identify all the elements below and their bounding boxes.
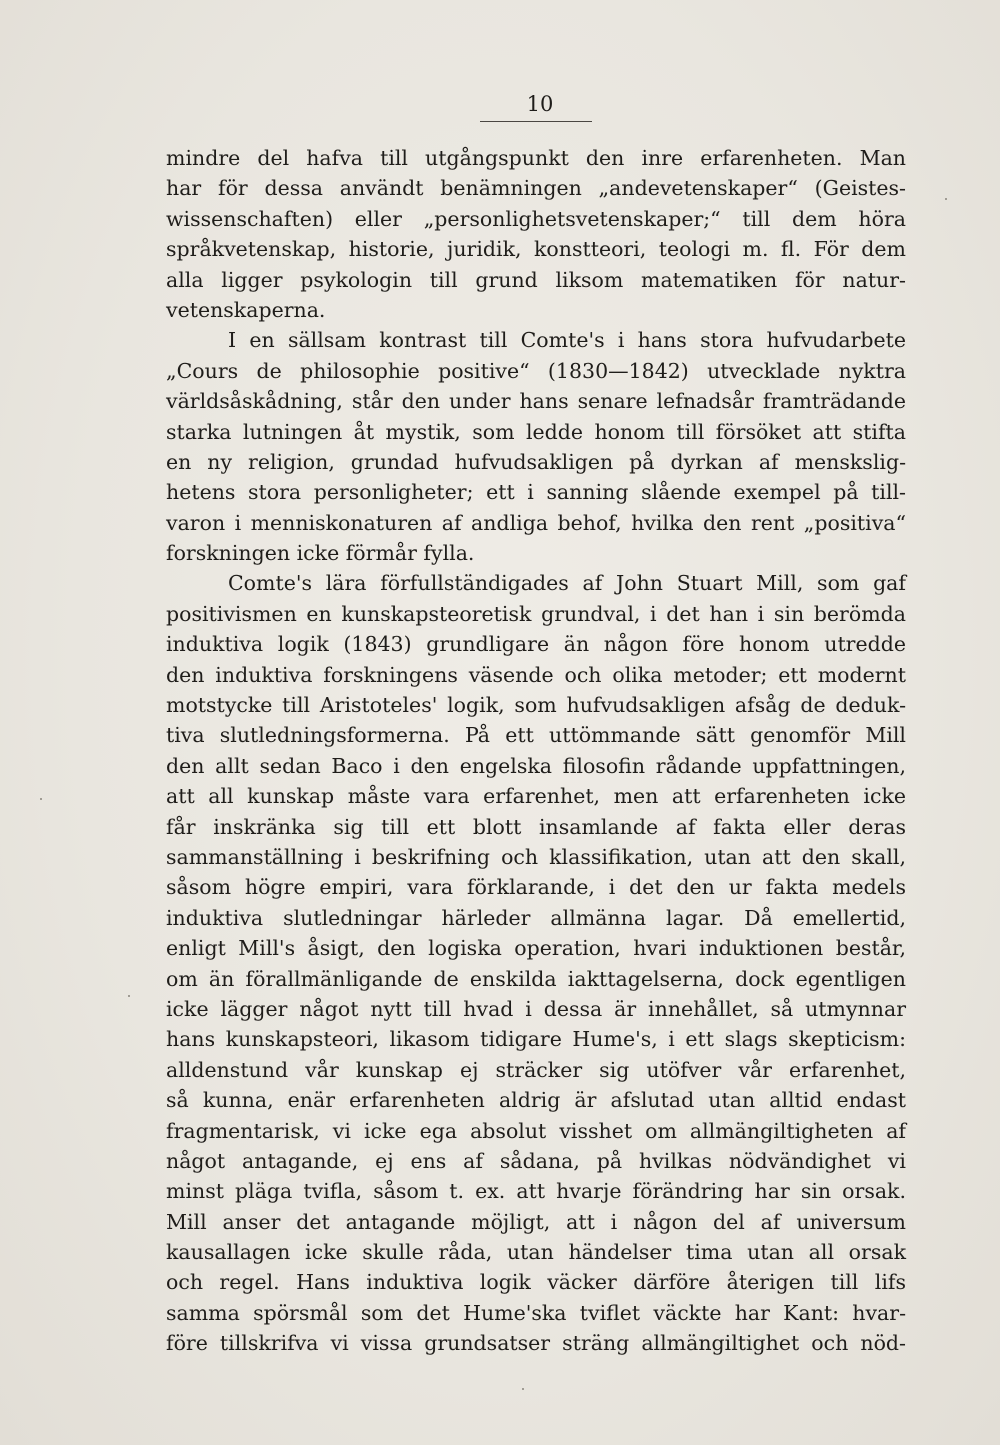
text-line: motstycke till Aristoteles' logik, som hufvudsakligen afsåg de deduk- xyxy=(166,693,906,718)
text-line: alla ligger psykologin till grund liksom matematiken för natur- xyxy=(166,267,906,292)
text-line: wissenschaften) eller „personlighetsvetenskaper;“ till dem höra xyxy=(166,206,906,231)
text-line: och regel. Hans induktiva logik väcker därföre återigen till lifs xyxy=(166,1270,906,1295)
text-line: tiva slutledningsformerna. På ett uttömmande sätt genomför Mill xyxy=(166,723,906,748)
text-line: forskningen icke förmår fylla. xyxy=(166,541,475,566)
text-line: „Cours de philosophie positive“ (1830—1842) utvecklade nyktra xyxy=(166,358,906,383)
text-line: såsom högre empiri, vara förklarande, i det den ur fakta medels xyxy=(166,875,906,900)
text-line: Mill anser det antagande möjligt, att i någon del af universum xyxy=(166,1209,906,1234)
body-text xyxy=(166,143,906,1359)
text-line: Comte's lära förfullständigades af John Stuart Mill, som gaf xyxy=(228,571,906,596)
text-line: om än förallmänligande de enskilda iakttagelserna, dock egentligen xyxy=(166,966,906,991)
text-line: positivismen en kunskapsteoretisk grundval, i det han i sin berömda xyxy=(166,601,906,626)
text-line: språkvetenskap, historie, juridik, konstteori, teologi m. fl. För dem xyxy=(166,237,906,262)
text-line: sammanställning i beskrifning och klassifikation, utan att den skall, xyxy=(166,844,906,869)
text-line: hetens stora personligheter; ett i sanning slående exempel på till- xyxy=(166,480,906,505)
text-line: samma spörsmål som det Hume'ska tviflet väckte har Kant: hvar- xyxy=(166,1300,906,1325)
text-line: varon i menniskonaturen af andliga behof, hvilka den rent „positiva“ xyxy=(166,510,906,535)
text-line: den induktiva forskningens väsende och olika metoder; ett modernt xyxy=(166,662,906,687)
paper-speck xyxy=(945,198,947,200)
text-line: en ny religion, grundad hufvudsakligen på dyrkan af menskslig- xyxy=(166,449,906,474)
paper-speck xyxy=(40,798,42,800)
paper-speck xyxy=(522,1388,524,1390)
text-line: före tillskrifva vi vissa grundsatser sträng allmängiltighet och nöd- xyxy=(166,1331,906,1356)
text-line: starka lutningen åt mystik, som ledde honom till försöket att stifta xyxy=(166,419,906,444)
text-line: minst pläga tvifla, såsom t. ex. att hvarje förändring har sin orsak. xyxy=(166,1179,906,1204)
text-line: fragmentarisk, vi icke ega absolut visshet om allmängiltigheten af xyxy=(166,1118,906,1143)
text-line: får inskränka sig till ett blott insamlande af fakta eller deras xyxy=(166,814,906,839)
text-line: att all kunskap måste vara erfarenhet, men att erfarenheten icke xyxy=(166,784,906,809)
text-line: hans kunskapsteori, likasom tidigare Hume's, i ett slags skepticism: xyxy=(166,1027,906,1052)
text-line: enligt Mill's åsigt, den logiska operation, hvari induktionen består, xyxy=(166,936,906,961)
text-line: så kunna, enär erfarenheten aldrig är afslutad utan alltid endast xyxy=(166,1088,906,1113)
text-line: världsåskådning, står den under hans senare lefnadsår framträdande xyxy=(166,389,906,414)
text-line: I en sällsam kontrast till Comte's i hans stora hufvudarbete xyxy=(228,328,906,353)
paper-speck xyxy=(128,995,130,997)
text-line: något antagande, ej ens af sådana, på hvilkas nödvändighet vi xyxy=(166,1148,906,1173)
text-line: den allt sedan Baco i den engelska filosofin rådande uppfattningen, xyxy=(166,753,906,778)
text-line: mindre del hafva till utgångspunkt den inre erfarenheten. Man xyxy=(166,146,906,170)
text-line: har för dessa användt benämningen „andevetenskaper“ (Geistes- xyxy=(166,176,906,201)
page-number: 10 xyxy=(526,92,554,116)
text-line: alldenstund vår kunskap ej sträcker sig utöfver vår erfarenhet, xyxy=(166,1057,906,1082)
text-line: icke lägger något nytt till hvad i dessa är innehållet, så utmynnar xyxy=(166,996,906,1021)
text-line: induktiva logik (1843) grundligare än någon före honom utredde xyxy=(166,632,906,657)
page-number-rule xyxy=(480,121,592,122)
text-line: vetenskaperna. xyxy=(166,297,326,322)
text-line: kausallagen icke skulle råda, utan händelser tima utan all orsak xyxy=(166,1240,906,1265)
text-line: induktiva slutledningar härleder allmänna lagar. Då emellertid, xyxy=(166,905,906,930)
